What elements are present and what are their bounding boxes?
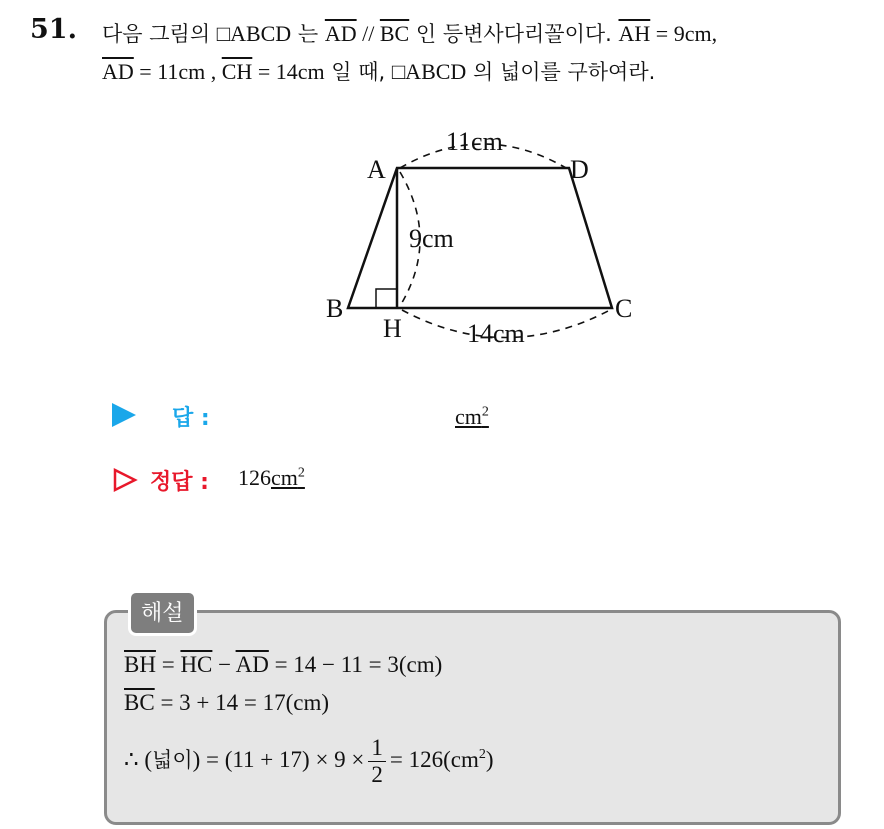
solution-line-2: $\overline{BC} = 3 + 14 = 17(cm)$: [124, 690, 330, 715]
trapezoid-shape: [348, 168, 612, 308]
right-angle-mark: [376, 289, 397, 308]
answer-blank[interactable]: $cm^2$: [455, 404, 489, 429]
explanation-tab: 해설: [128, 590, 197, 636]
solution-line-3: ∴ (넓이) = (11 + 17) × 9 × $\frac{1}{2}$ = $126(cm^2)$: [124, 735, 494, 787]
answer-label: 답 :: [172, 406, 210, 431]
correct-arrow-icon: [112, 467, 138, 493]
explanation-box: [104, 610, 841, 825]
correct-value: $126cm^2$: [238, 465, 305, 490]
answer-arrow-icon: [112, 403, 136, 427]
height-length-label: 9cm: [409, 224, 454, 253]
fraction-half: $\frac{1}{2}$: [368, 735, 386, 788]
label-a: A: [367, 155, 386, 184]
top-length-label: 11cm: [446, 127, 503, 156]
solution-line-1: $\overline{BH} = \overline{HC} - \overline{AD} = 14 - 11 = 3(cm)$: [124, 652, 443, 677]
question-line-2: $\overline{AD} = 11cm$ , $\overline{CH} = 14cm$ 일 때, □ABCD 의 넓이를 구하여라.: [102, 59, 656, 84]
label-b: B: [326, 294, 344, 323]
correct-label: 정답 :: [150, 470, 209, 495]
label-c: C: [615, 294, 633, 323]
trapezoid-outline: [348, 168, 612, 308]
trapezoid-figure: [0, 0, 884, 400]
bottom-length-label: 14cm: [467, 319, 525, 348]
label-h: H: [383, 314, 402, 343]
label-d: D: [570, 155, 589, 184]
question-line-1: 다음 그림의 □ABCD 는 $\overline{AD} // \overline{BC}$ 인 등변사다리꼴이다. $\overline{AH} = 9cm$,: [102, 21, 718, 46]
question-number: 51.: [30, 14, 77, 45]
